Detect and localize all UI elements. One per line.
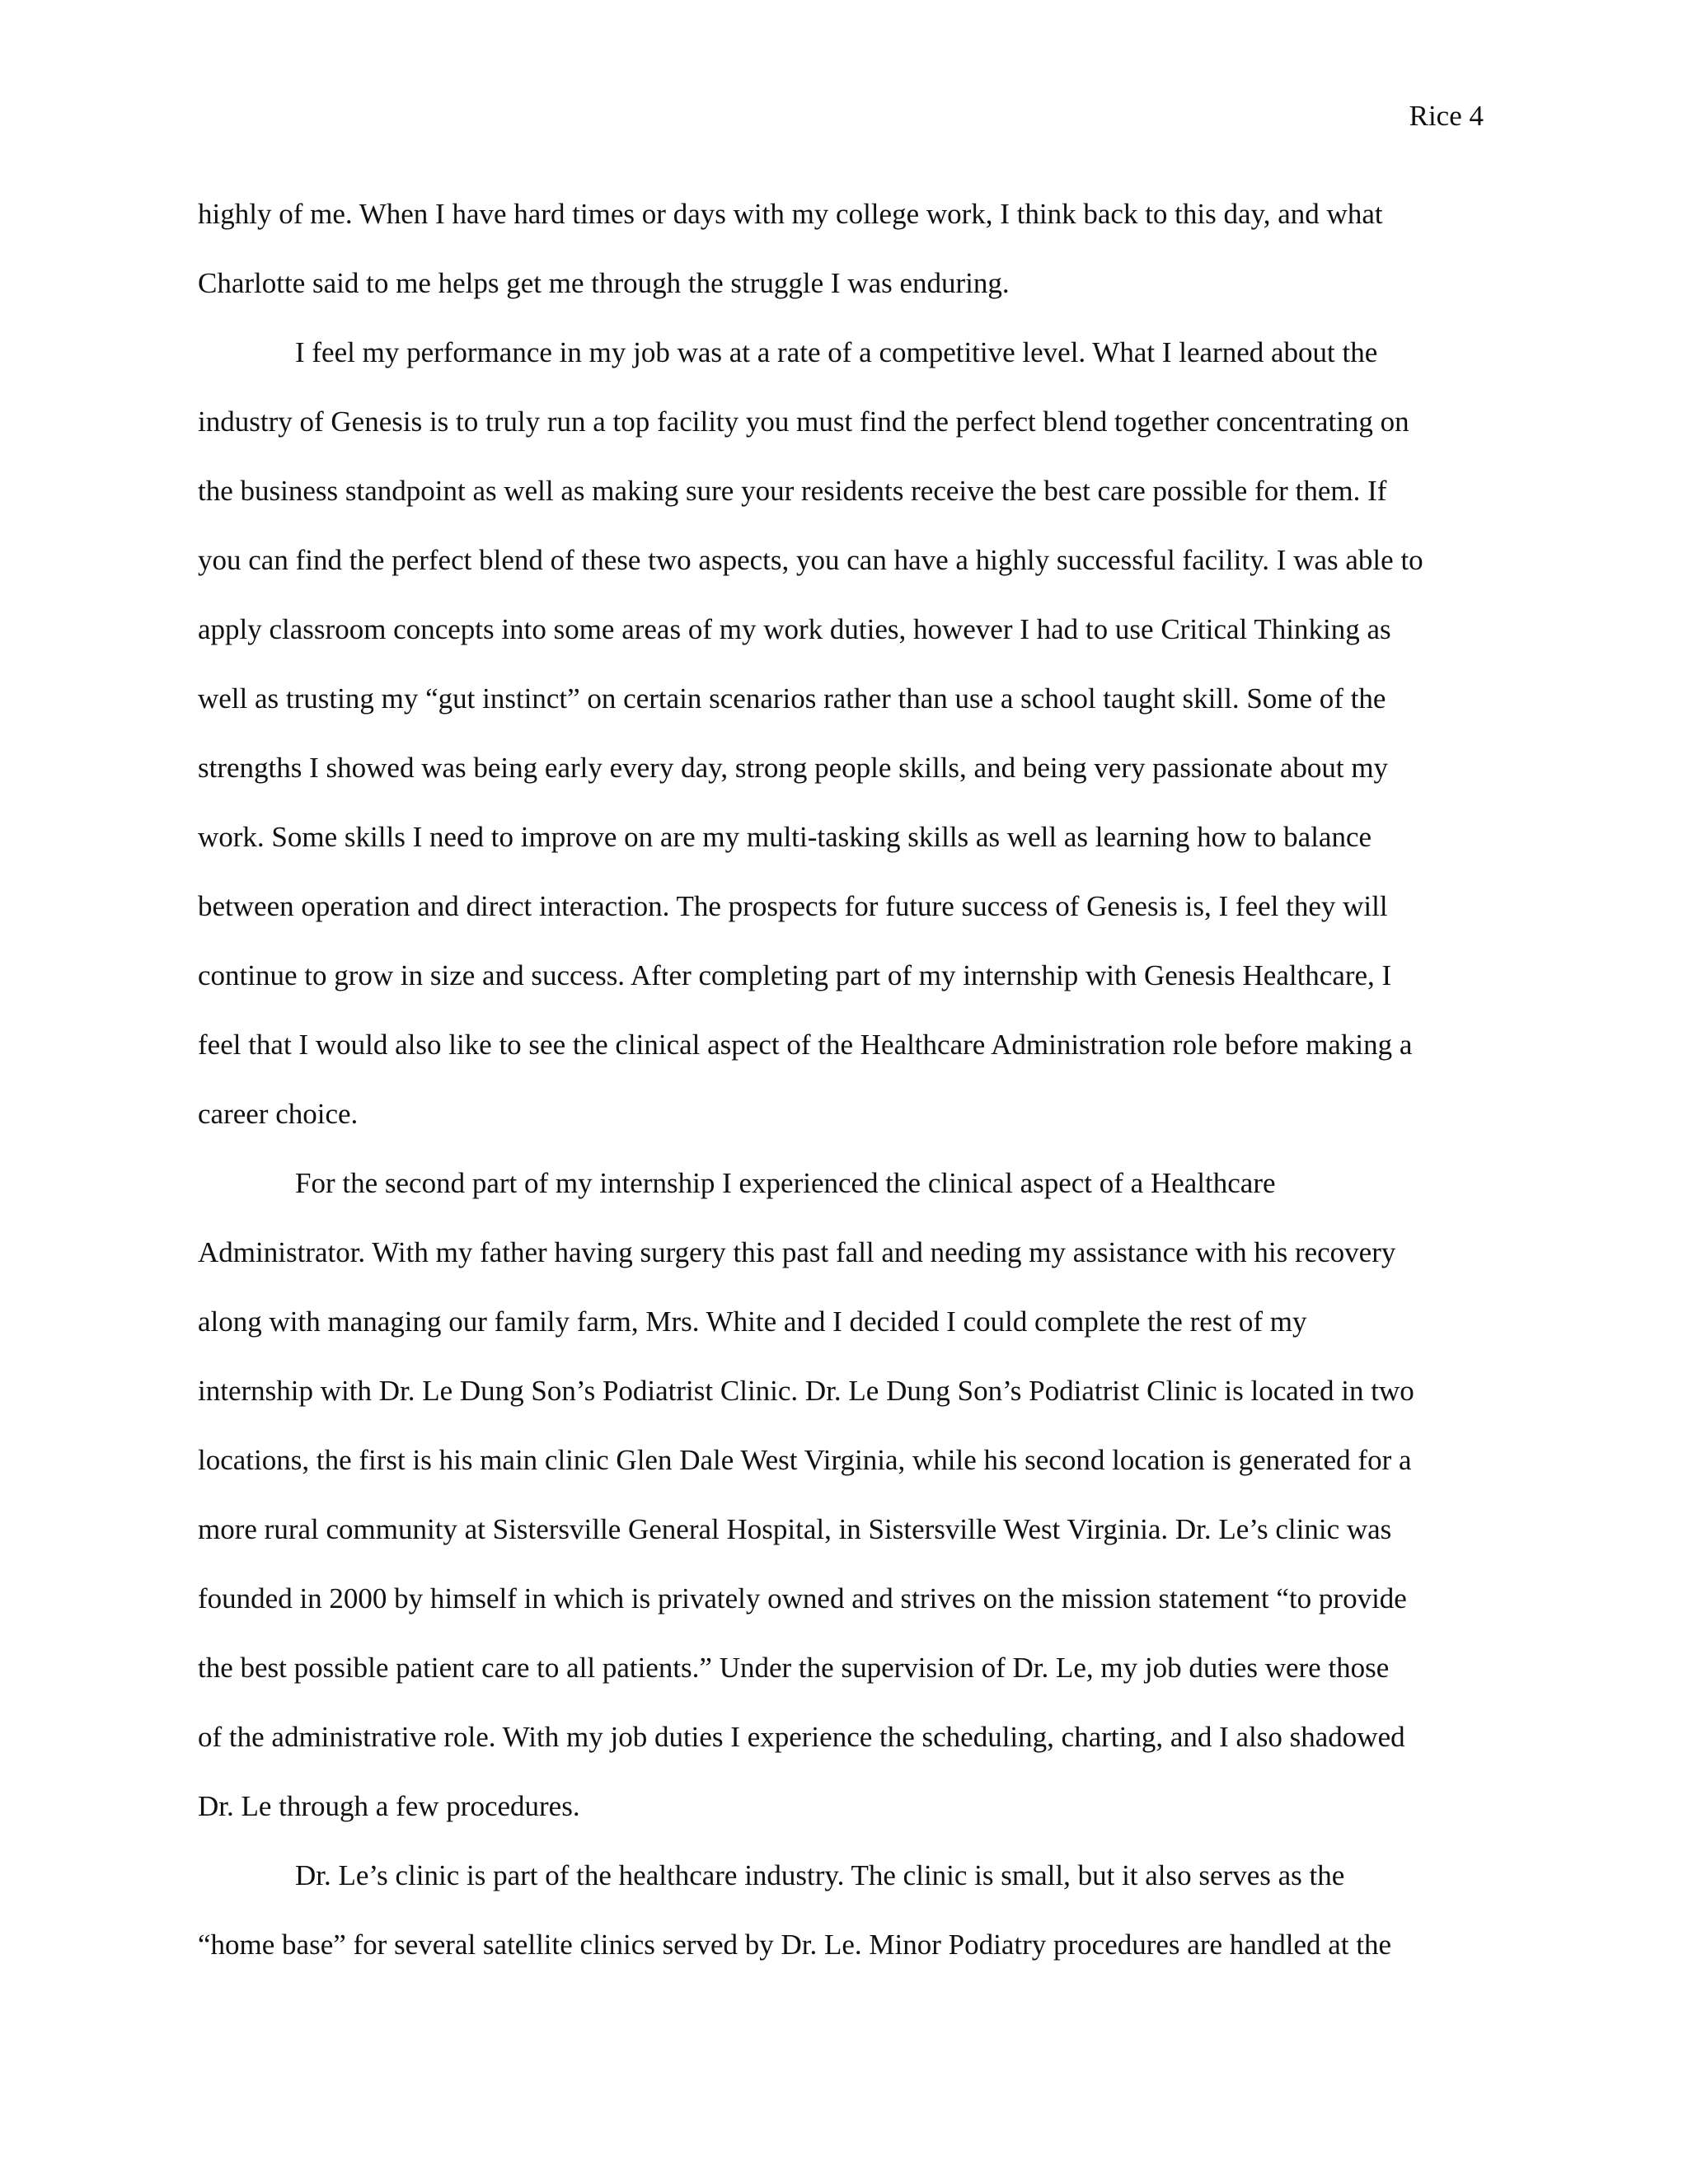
paragraph-first-line: Dr. Le’s clinic is part of the healthcare industry. The clinic is small, but it also serves as the: [295, 1859, 1345, 1891]
body-line: you can find the perfect blend of these two aspects, you can have a highly successful facility. I was able to: [198, 544, 1423, 576]
body-line: of the administrative role. With my job duties I experience the scheduling, charting, and I also shadowed: [198, 1721, 1405, 1753]
body-line: founded in 2000 by himself in which is privately owned and strives on the mission statement “to provide: [198, 1582, 1407, 1615]
body-line: between operation and direct interaction. The prospects for future success of Genesis is, I feel they will: [198, 890, 1388, 922]
body-line: industry of Genesis is to truly run a top facility you must find the perfect blend together concentrating on: [198, 405, 1409, 438]
body-line: feel that I would also like to see the clinical aspect of the Healthcare Administration role before making a: [198, 1029, 1413, 1061]
body-line: apply classroom concepts into some areas of my work duties, however I had to use Critical Thinking as: [198, 613, 1391, 645]
body-line: highly of me. When I have hard times or days with my college work, I think back to this day, and what: [198, 198, 1383, 230]
body-line: locations, the first is his main clinic Glen Dale West Virginia, while his second location is generated for a: [198, 1444, 1412, 1476]
body-line: well as trusting my “gut instinct” on certain scenarios rather than use a school taught skill. Some of the: [198, 682, 1386, 715]
body-line: strengths I showed was being early every day, strong people skills, and being very passionate about my: [198, 752, 1389, 784]
body-line: career choice.: [198, 1098, 359, 1130]
body-line: the business standpoint as well as making sure your residents receive the best care possible for them. If: [198, 475, 1387, 507]
body-line: “home base” for several satellite clinics served by Dr. Le. Minor Podiatry procedures are handled at the: [198, 1929, 1392, 1961]
body-line: work. Some skills I need to improve on are my multi-tasking skills as well as learning how to balance: [198, 821, 1372, 853]
body-line: Administrator. With my father having surgery this past fall and needing my assistance with his recovery: [198, 1236, 1396, 1268]
body-line: Dr. Le through a few procedures.: [198, 1790, 580, 1822]
body-line: along with managing our family farm, Mrs. White and I decided I could complete the rest of my: [198, 1305, 1307, 1338]
body-line: the best possible patient care to all patients.” Under the supervision of Dr. Le, my job duties were those: [198, 1652, 1390, 1684]
body-line: continue to grow in size and success. After completing part of my internship with Genesis Healthcare, I: [198, 959, 1392, 991]
body-line: more rural community at Sistersville General Hospital, in Sistersville West Virginia. Dr. Le’s clinic was: [198, 1513, 1392, 1545]
running-head: Rice 4: [1409, 100, 1484, 132]
paragraph-first-line: For the second part of my internship I experienced the clinical aspect of a Healthcare: [295, 1167, 1276, 1199]
paragraph-first-line: I feel my performance in my job was at a rate of a competitive level. What I learned about the: [295, 336, 1378, 368]
body-line: internship with Dr. Le Dung Son’s Podiatrist Clinic. Dr. Le Dung Son’s Podiatrist Clinic is located in two: [198, 1375, 1414, 1407]
body-line: Charlotte said to me helps get me through the struggle I was enduring.: [198, 267, 1010, 299]
